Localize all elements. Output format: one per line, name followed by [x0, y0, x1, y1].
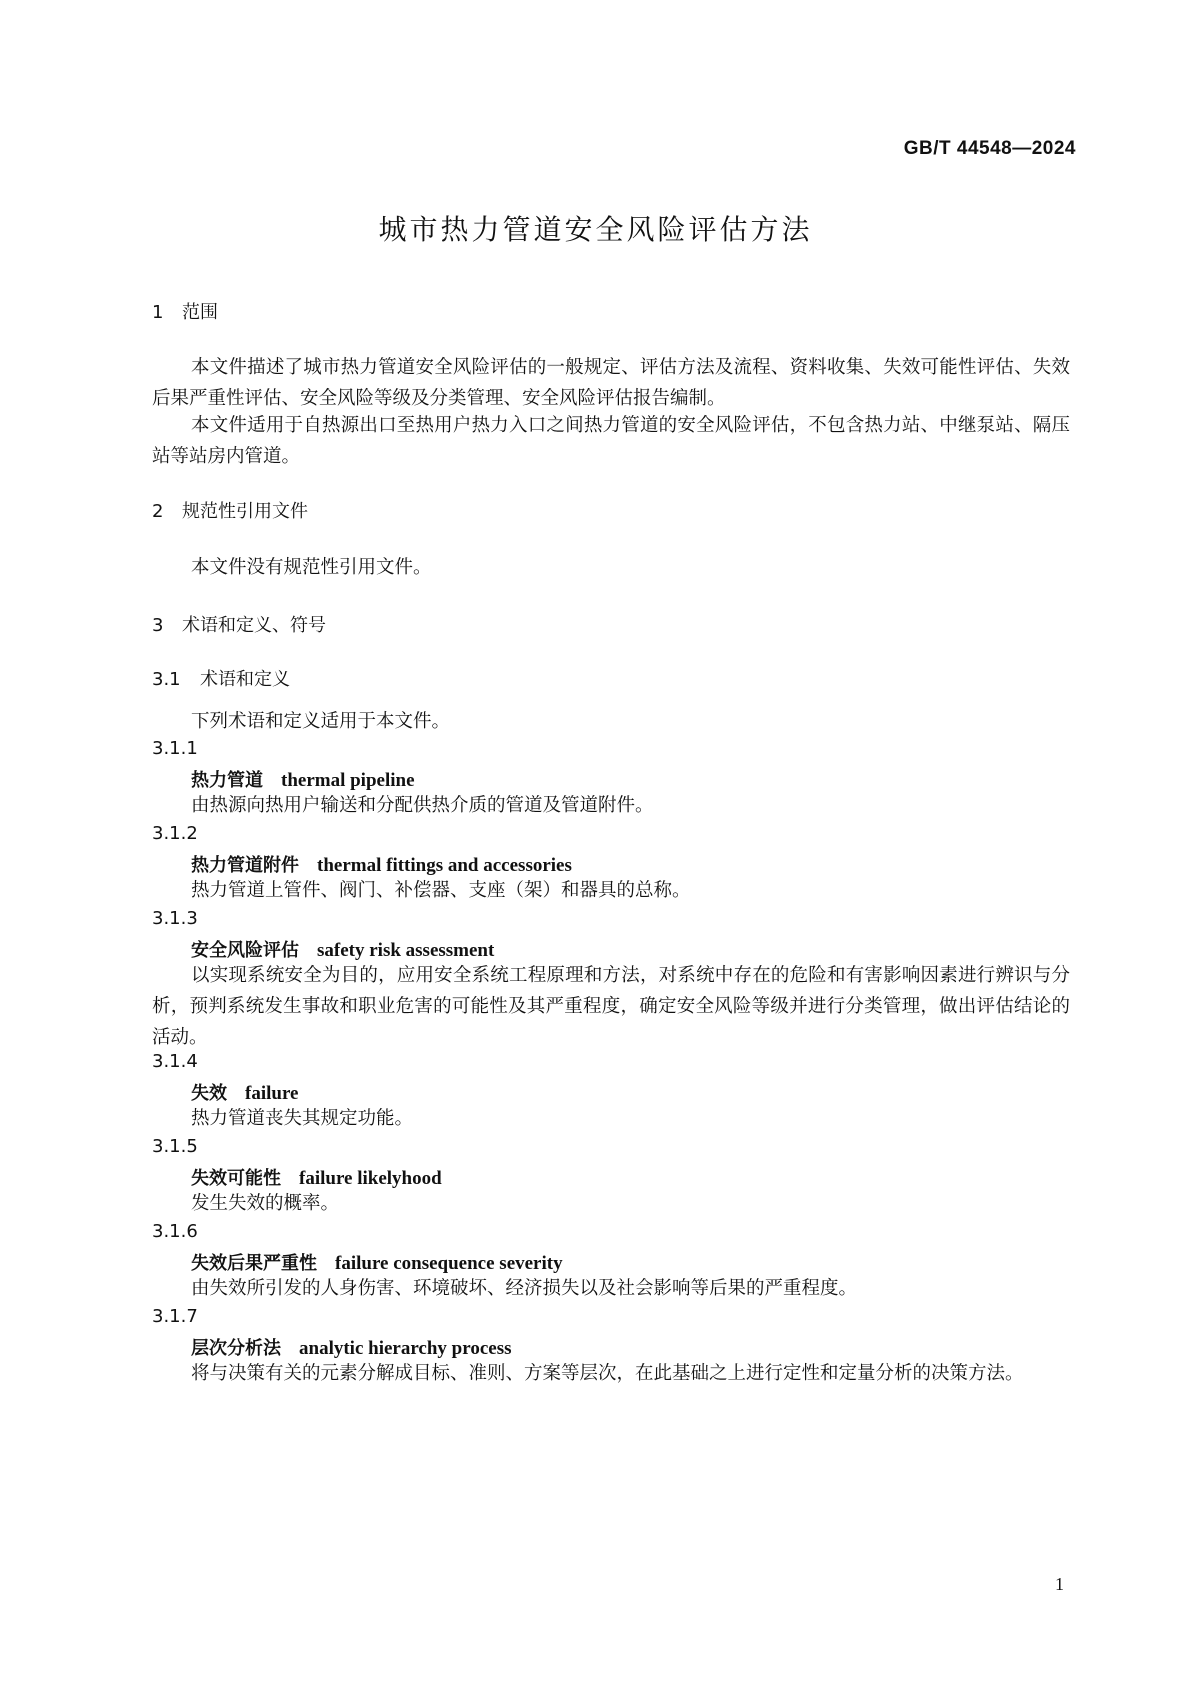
term-number: 3.1.3: [152, 908, 198, 929]
term-name-zh: 层次分析法: [191, 1338, 281, 1359]
terms-intro-paragraph: 下列术语和定义适用于本文件。: [191, 711, 451, 732]
term-name-zh: 失效后果严重性: [191, 1253, 317, 1274]
term-name-en: safety risk assessment: [317, 940, 495, 961]
term-number: 3.1.1: [152, 738, 198, 759]
scope-paragraph-1: 本文件描述了城市热力管道安全风险评估的一般规定、评估方法及流程、资料收集、失效可能性评估、失效后果严重性评估、安全风险等级及分类管理、安全风险评估报告编制。: [152, 357, 1070, 409]
term-definition: 发生失效的概率。: [191, 1193, 340, 1214]
term-number: 3.1.2: [152, 823, 198, 844]
section-heading-scope: [152, 298, 218, 324]
section-title: 术语和定义、符号: [182, 615, 326, 636]
section-number: 2: [152, 501, 164, 522]
scope-paragraph-2: 本文件适用于自热源出口至热用户热力入口之间热力管道的安全风险评估，不包含热力站、中继泵站、隔压站等站房内管道。: [152, 415, 1070, 467]
subsection-title: 术语和定义: [200, 669, 290, 690]
term-name: [191, 1334, 512, 1360]
term-name-zh: 热力管道: [191, 770, 263, 791]
term-definition: 以实现系统安全为目的，应用安全系统工程原理和方法，对系统中存在的危险和有害影响因素进行辨识与分析，预判系统发生事故和职业危害的可能性及其严重程度，确定安全风险等级并进行分类管理，做出评估结论的活动。: [152, 965, 1070, 1048]
section-title: 范围: [182, 302, 218, 323]
section-number: 3: [152, 615, 164, 636]
normative-references-paragraph: 本文件没有规范性引用文件。: [191, 557, 432, 578]
term-name-en: failure: [245, 1083, 299, 1104]
term-name-en: thermal fittings and accessories: [317, 855, 572, 876]
subsection-heading-terms-and-definitions: [152, 665, 290, 691]
term-name: [191, 851, 572, 877]
term-name: [191, 936, 494, 962]
term-definition: 由失效所引发的人身伤害、环境破坏、经济损失以及社会影响等后果的严重程度。: [191, 1278, 858, 1299]
term-number: 3.1.4: [152, 1051, 198, 1072]
section-number: 1: [152, 302, 164, 323]
standard-code: GB/T 44548—2024: [903, 138, 1076, 159]
term-definition: 热力管道丧失其规定功能。: [191, 1108, 414, 1129]
term-name-zh: 安全风险评估: [191, 940, 299, 961]
term-name-en: failure consequence severity: [335, 1253, 563, 1274]
term-number: 3.1.6: [152, 1221, 198, 1242]
term-name: [191, 1249, 563, 1275]
section-heading-normative-references: [152, 497, 308, 523]
term-name: [191, 1164, 442, 1190]
document-title: 城市热力管道安全风险评估方法: [378, 213, 813, 246]
term-name: [191, 766, 415, 792]
term-number: 3.1.7: [152, 1306, 198, 1327]
section-title: 规范性引用文件: [182, 501, 308, 522]
term-name-zh: 失效可能性: [191, 1168, 281, 1189]
term-name-en: analytic hierarchy process: [299, 1338, 512, 1359]
term-definition: 将与决策有关的元素分解成目标、准则、方案等层次，在此基础之上进行定性和定量分析的决策方法。: [191, 1363, 1024, 1384]
term-name-zh: 失效: [191, 1083, 227, 1104]
subsection-number: 3.1: [152, 669, 181, 690]
term-number: 3.1.5: [152, 1136, 198, 1157]
term-name: [191, 1079, 298, 1105]
term-definition: 热力管道上管件、阀门、补偿器、支座（架）和器具的总称。: [191, 880, 691, 901]
term-name-en: thermal pipeline: [281, 770, 415, 791]
section-heading-terms: [152, 611, 326, 637]
page-number: 1: [1055, 1574, 1064, 1594]
term-name-en: failure likelyhood: [299, 1168, 442, 1189]
term-name-zh: 热力管道附件: [191, 855, 299, 876]
term-definition: 由热源向热用户输送和分配供热介质的管道及管道附件。: [191, 795, 654, 816]
